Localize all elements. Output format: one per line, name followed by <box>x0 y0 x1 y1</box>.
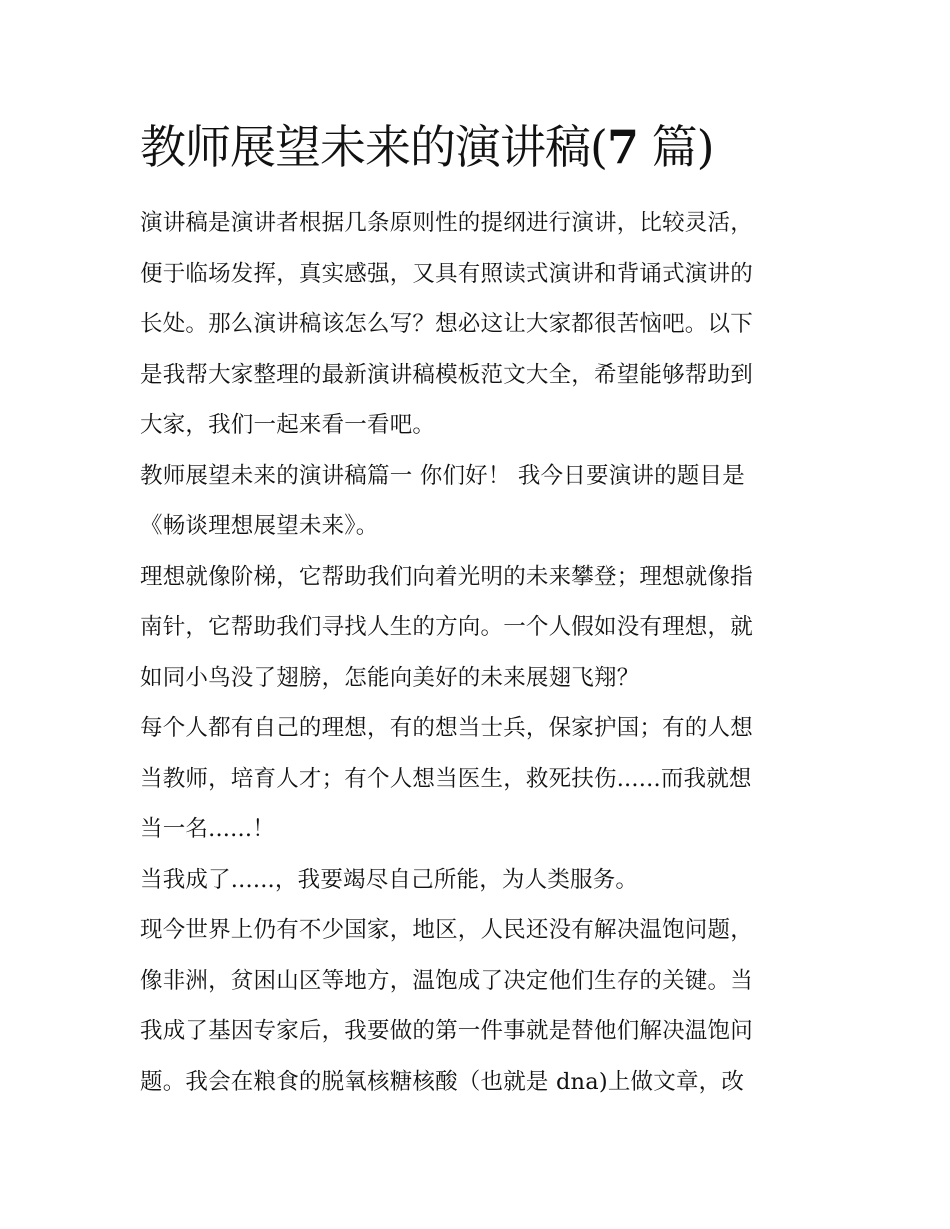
text-line-world-2: 像非洲，贫困山区等地方，温饱成了决定他们生存的关键。当 <box>140 967 753 994</box>
text-line-ideal-2: 南针，它帮助我们寻找人生的方向。一个人假如没有理想，就 <box>140 614 753 640</box>
text-line-serve: 当我成了......，我要竭尽自己所能，为人类服务。 <box>140 866 639 893</box>
text-line-intro-2: 便于临场发挥，真实感强，又具有照读式演讲和背诵式演讲的 <box>140 260 753 287</box>
text-line-intro-3: 长处。那么演讲稿该怎么写？想必这让大家都很苦恼吧。以下 <box>140 311 753 337</box>
document-body <box>140 198 820 1107</box>
document-title <box>140 112 840 182</box>
title-suffix: 篇) <box>637 120 714 174</box>
text-line-everyone-1: 每个人都有自己的理想，有的想当士兵，保家护国；有的人想 <box>140 715 753 741</box>
text-line-speech-heading-1: 教师展望未来的演讲稿篇一 你们好！ 我今日要演讲的题目是 <box>140 462 745 489</box>
title-number: 7 <box>606 120 638 174</box>
text-line-everyone-2: 当教师，培育人才；有个人想当医生，救死扶伤......而我就想 <box>140 765 752 792</box>
text-line-intro-4: 是我帮大家整理的最新演讲稿模板范文大全，希望能够帮助到 <box>140 361 753 388</box>
text-line-intro-1: 演讲稿是演讲者根据几条原则性的提纲进行演讲，比较灵活， <box>140 210 753 236</box>
text-line-ideal-3: 如同小鸟没了翅膀，怎能向美好的未来展翅飞翔？ <box>140 664 640 691</box>
title-prefix: 教师展望未来的演讲稿( <box>140 120 607 174</box>
text-line-world-1: 现今世界上仍有不少国家，地区，人民还没有解决温饱问题， <box>140 917 753 943</box>
text-line-everyone-3: 当一名......！ <box>140 816 275 842</box>
text-line-speech-heading-2: 《畅谈理想展望未来》。 <box>140 513 379 539</box>
text-line-ideal-1: 理想就像阶梯，它帮助我们向着光明的未来攀登；理想就像指 <box>140 563 753 590</box>
text-line-world-3: 我成了基因专家后，我要做的第一件事就是替他们解决温饱问 <box>140 1018 753 1044</box>
text-line-world-4: 题。我会在粮食的脱氧核糖核酸（也就是 dna)上做文章，改 <box>140 1068 745 1095</box>
text-line-intro-5: 大家，我们一起来看一看吧。 <box>140 412 436 438</box>
